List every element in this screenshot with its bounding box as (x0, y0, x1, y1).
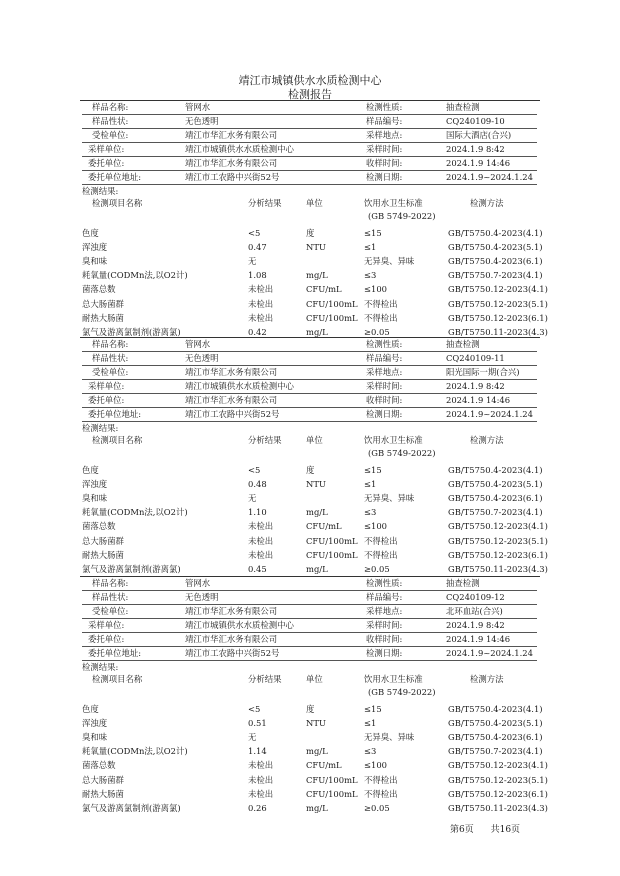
label-test-date: 检测日期: (366, 648, 403, 658)
row-unit: CFU/100mL (306, 549, 358, 560)
label-sampling-unit: 采样单位: (88, 381, 125, 391)
results-label: 检测结果: (82, 423, 119, 433)
label-received-time: 收样时间: (366, 395, 403, 405)
row-result: 未检出 (248, 284, 274, 295)
label-sampling-site: 采样地点: (366, 130, 403, 140)
row-standard: 不得检出 (364, 549, 398, 560)
row-method: GB/T5750.12-2023(4.1) (448, 284, 548, 295)
label-sample-name: 样品名称: (92, 339, 129, 349)
row-result: 未检出 (248, 521, 274, 532)
divider-line (82, 128, 537, 129)
row-method: GB/T5750.4-2023(5.1) (448, 242, 543, 253)
results-label: 检测结果: (82, 662, 119, 672)
sampling-time-value: 2024.1.9 8:42 (446, 144, 505, 154)
col-header-std: 饮用水卫生标准 (364, 674, 423, 684)
label-sample-name: 样品名称: (92, 102, 129, 112)
row-unit: CFU/100mL (306, 788, 358, 799)
row-item: 菌落总数 (82, 760, 116, 771)
label-sample-nature: 样品性状: (92, 353, 129, 363)
client-unit-value: 靖江市华汇水务有限公司 (185, 367, 278, 377)
row-unit: NTU (306, 479, 326, 490)
row-unit: mg/L (306, 326, 328, 337)
row-item: 总大肠菌群 (82, 535, 124, 546)
row-standard: ≤100 (364, 284, 388, 295)
label-received-time: 收样时间: (366, 158, 403, 168)
row-method: GB/T5750.11-2023(4.3) (448, 802, 548, 813)
label-commission-unit: 委托单位: (88, 634, 125, 644)
label-sample-nature: 样品性状: (92, 116, 129, 126)
col-header-std-sub: (GB 5749-2022) (368, 448, 436, 458)
row-item: 菌落总数 (82, 521, 116, 532)
row-standard: ≤3 (364, 507, 377, 518)
test-date-value: 2024.1.9~2024.1.24 (446, 648, 533, 658)
row-method: GB/T5750.4-2023(4.1) (448, 704, 543, 714)
row-item: 浑浊度 (82, 242, 108, 253)
label-sampling-unit: 采样单位: (88, 144, 125, 154)
col-header-unit: 单位 (306, 435, 323, 445)
sample-no-value: CQ240109-12 (446, 592, 505, 602)
row-item: 浑浊度 (82, 718, 108, 729)
sample-name-value: 管网水 (185, 578, 211, 588)
sample-name-value: 管网水 (185, 339, 211, 349)
row-result: <5 (248, 228, 261, 238)
col-header-item: 检测项目名称 (92, 435, 143, 445)
row-item: 氯气及游离氯制剂(游离氯) (82, 802, 181, 813)
row-result: 无 (248, 256, 257, 267)
divider-line (82, 379, 537, 380)
row-item: 臭和味 (82, 732, 108, 743)
divider-line (82, 351, 537, 352)
row-unit: CFU/mL (306, 284, 342, 295)
label-commission-unit: 委托单位: (88, 395, 125, 405)
row-standard: 无异臭、异味 (364, 256, 415, 267)
label-commission-unit: 委托单位: (88, 158, 125, 168)
client-unit-value: 靖江市华汇水务有限公司 (185, 130, 278, 140)
divider-line (82, 618, 537, 619)
sampling-unit-value: 靖江市城镇供水水质检测中心 (185, 620, 294, 630)
row-unit: CFU/100mL (306, 535, 358, 546)
row-unit: mg/L (306, 563, 328, 574)
row-result: 1.10 (248, 507, 267, 518)
divider-line (82, 184, 537, 185)
row-result: 未检出 (248, 774, 274, 785)
row-unit: mg/L (306, 270, 328, 281)
col-header-std: 饮用水卫生标准 (364, 198, 423, 208)
row-standard: ≤1 (364, 479, 377, 490)
row-unit: mg/L (306, 746, 328, 757)
test-nature-value: 抽查检测 (446, 102, 480, 112)
sample-nature-value: 无色透明 (185, 353, 219, 363)
col-header-item: 检测项目名称 (92, 198, 143, 208)
row-unit: NTU (306, 242, 326, 253)
row-unit: mg/L (306, 802, 328, 813)
row-standard: ≤1 (364, 242, 377, 253)
received-time-value: 2024.1.9 14:46 (446, 634, 511, 644)
divider-line (80, 337, 540, 338)
sample-block (0, 100, 620, 347)
label-sampling-site: 采样地点: (366, 606, 403, 616)
sample-block (0, 337, 620, 584)
row-method: GB/T5750.7-2023(4.1) (448, 746, 543, 757)
col-header-std-sub: (GB 5749-2022) (368, 211, 436, 221)
col-header-item: 检测项目名称 (92, 674, 143, 684)
label-sample-name: 样品名称: (92, 578, 129, 588)
label-sampling-unit: 采样单位: (88, 620, 125, 630)
row-item: 耗氧量(CODMn法,以O2计) (82, 507, 188, 518)
row-unit: mg/L (306, 507, 328, 518)
row-result: <5 (248, 465, 261, 475)
row-item: 耐热大肠菌 (82, 312, 124, 323)
col-header-result: 分析结果 (248, 198, 282, 208)
divider-line (82, 156, 537, 157)
row-method: GB/T5750.4-2023(5.1) (448, 479, 543, 490)
row-item: 耐热大肠菌 (82, 549, 124, 560)
sample-block (0, 576, 620, 823)
row-method: GB/T5750.12-2023(4.1) (448, 521, 548, 532)
row-method: GB/T5750.12-2023(6.1) (448, 549, 548, 560)
sample-name-value: 管网水 (185, 102, 211, 112)
row-unit: CFU/mL (306, 760, 342, 771)
row-standard: ≤1 (364, 718, 377, 729)
row-result: 无 (248, 493, 257, 504)
commission-address-value: 靖江市工农路中兴街52号 (185, 172, 280, 182)
label-sample-nature: 样品性状: (92, 592, 129, 602)
col-header-std: 饮用水卫生标准 (364, 435, 423, 445)
test-nature-value: 抽查检测 (446, 578, 480, 588)
row-item: 菌落总数 (82, 284, 116, 295)
row-method: GB/T5750.12-2023(5.1) (448, 535, 548, 546)
col-header-unit: 单位 (306, 198, 323, 208)
row-result: 0.42 (248, 326, 267, 337)
row-standard: ≤100 (364, 760, 388, 771)
sampling-time-value: 2024.1.9 8:42 (446, 381, 505, 391)
row-item: 总大肠菌群 (82, 298, 124, 309)
row-unit: 度 (306, 228, 315, 238)
row-standard: ≥0.05 (364, 326, 390, 337)
divider-line (82, 170, 537, 171)
row-item: 浑浊度 (82, 479, 108, 490)
row-result: 未检出 (248, 535, 274, 546)
sampling-unit-value: 靖江市城镇供水水质检测中心 (185, 144, 294, 154)
row-unit: CFU/100mL (306, 312, 358, 323)
row-result: 0.45 (248, 563, 267, 574)
client-unit-value: 靖江市华汇水务有限公司 (185, 606, 278, 616)
sampling-site-value: 北环血站(合兴) (446, 606, 503, 616)
row-result: 0.48 (248, 479, 267, 490)
sample-nature-value: 无色透明 (185, 116, 219, 126)
label-sampling-site: 采样地点: (366, 367, 403, 377)
row-result: 未检出 (248, 760, 274, 771)
col-header-result: 分析结果 (248, 435, 282, 445)
row-result: 0.26 (248, 802, 267, 813)
row-result: 未检出 (248, 549, 274, 560)
test-date-value: 2024.1.9~2024.1.24 (446, 172, 533, 182)
row-result: 1.14 (248, 746, 267, 757)
divider-line (80, 576, 540, 577)
commission-unit-value: 靖江市华汇水务有限公司 (185, 634, 278, 644)
row-standard: ≤100 (364, 521, 388, 532)
divider-line (82, 114, 537, 115)
row-standard: ≥0.05 (364, 563, 390, 574)
divider-line (82, 365, 537, 366)
divider-line (82, 590, 537, 591)
row-standard: 无异臭、异味 (364, 493, 415, 504)
row-unit: CFU/100mL (306, 298, 358, 309)
row-item: 臭和味 (82, 493, 108, 504)
page-total: 共16页 (490, 825, 521, 835)
label-test-date: 检测日期: (366, 409, 403, 419)
row-method: GB/T5750.12-2023(6.1) (448, 788, 548, 799)
divider-line (80, 100, 540, 101)
row-standard: ≤3 (364, 746, 377, 757)
divider-line (82, 632, 537, 633)
row-item: 臭和味 (82, 256, 108, 267)
row-result: 1.08 (248, 270, 267, 281)
row-result: 0.51 (248, 718, 267, 729)
col-header-method: 检测方法 (470, 674, 504, 684)
row-item: 总大肠菌群 (82, 774, 124, 785)
row-unit: NTU (306, 718, 326, 729)
row-standard: 不得检出 (364, 774, 398, 785)
row-unit: CFU/mL (306, 521, 342, 532)
row-item: 色度 (82, 704, 99, 714)
row-result: 0.47 (248, 242, 267, 253)
divider-line (82, 407, 537, 408)
row-method: GB/T5750.4-2023(4.1) (448, 228, 543, 238)
row-method: GB/T5750.4-2023(6.1) (448, 732, 543, 743)
row-standard: ≤15 (364, 465, 382, 475)
report-center-title: 靖江市城镇供水水质检测中心 (238, 74, 382, 87)
row-item: 耗氧量(CODMn法,以O2计) (82, 270, 188, 281)
row-item: 耗氧量(CODMn法,以O2计) (82, 746, 188, 757)
label-test-nature: 检测性质: (366, 339, 403, 349)
label-commission-address: 委托单位地址: (88, 409, 142, 419)
row-result: 未检出 (248, 788, 274, 799)
col-header-std-sub: (GB 5749-2022) (368, 687, 436, 697)
row-standard: 不得检出 (364, 312, 398, 323)
divider-line (82, 604, 537, 605)
row-standard: 不得检出 (364, 298, 398, 309)
divider-line (82, 660, 537, 661)
received-time-value: 2024.1.9 14:46 (446, 158, 511, 168)
sample-no-value: CQ240109-10 (446, 116, 505, 126)
label-test-date: 检测日期: (366, 172, 403, 182)
results-label: 检测结果: (82, 186, 119, 196)
test-nature-value: 抽查检测 (446, 339, 480, 349)
row-method: GB/T5750.4-2023(5.1) (448, 718, 543, 729)
label-commission-address: 委托单位地址: (88, 648, 142, 658)
row-unit: 度 (306, 465, 315, 475)
row-result: 未检出 (248, 312, 274, 323)
row-result: 无 (248, 732, 257, 743)
label-sample-no: 样品编号: (366, 353, 403, 363)
row-method: GB/T5750.11-2023(4.3) (448, 326, 548, 337)
label-test-nature: 检测性质: (366, 102, 403, 112)
row-item: 氯气及游离氯制剂(游离氯) (82, 326, 181, 337)
label-sampling-time: 采样时间: (366, 620, 403, 630)
col-header-method: 检测方法 (470, 435, 504, 445)
divider-line (82, 646, 537, 647)
test-date-value: 2024.1.9~2024.1.24 (446, 409, 533, 419)
sample-nature-value: 无色透明 (185, 592, 219, 602)
divider-line (82, 421, 537, 422)
row-standard: ≤15 (364, 228, 382, 238)
row-method: GB/T5750.4-2023(6.1) (448, 256, 543, 267)
label-client-unit: 受检单位: (92, 130, 129, 140)
row-method: GB/T5750.7-2023(4.1) (448, 507, 543, 518)
report-title: 检测报告 (288, 88, 332, 101)
page-footer (450, 822, 534, 835)
row-unit: 度 (306, 704, 315, 714)
commission-address-value: 靖江市工农路中兴街52号 (185, 409, 280, 419)
row-unit: CFU/100mL (306, 774, 358, 785)
row-standard: 不得检出 (364, 788, 398, 799)
row-item: 色度 (82, 228, 99, 238)
col-header-method: 检测方法 (470, 198, 504, 208)
sampling-site-value: 阳光国际一期(合兴) (446, 367, 520, 377)
row-standard: ≤15 (364, 704, 382, 714)
sampling-time-value: 2024.1.9 8:42 (446, 620, 505, 630)
sample-no-value: CQ240109-11 (446, 353, 505, 363)
row-method: GB/T5750.11-2023(4.3) (448, 563, 548, 574)
row-method: GB/T5750.12-2023(6.1) (448, 312, 548, 323)
sampling-unit-value: 靖江市城镇供水水质检测中心 (185, 381, 294, 391)
row-method: GB/T5750.7-2023(4.1) (448, 270, 543, 281)
row-result: <5 (248, 704, 261, 714)
label-sampling-time: 采样时间: (366, 381, 403, 391)
row-item: 耐热大肠菌 (82, 788, 124, 799)
row-item: 色度 (82, 465, 99, 475)
commission-unit-value: 靖江市华汇水务有限公司 (185, 158, 278, 168)
row-method: GB/T5750.4-2023(6.1) (448, 493, 543, 504)
sampling-site-value: 国际大酒店(合兴) (446, 130, 512, 140)
label-sample-no: 样品编号: (366, 592, 403, 602)
commission-address-value: 靖江市工农路中兴街52号 (185, 648, 280, 658)
col-header-unit: 单位 (306, 674, 323, 684)
commission-unit-value: 靖江市华汇水务有限公司 (185, 395, 278, 405)
label-client-unit: 受检单位: (92, 606, 129, 616)
row-method: GB/T5750.12-2023(5.1) (448, 298, 548, 309)
label-client-unit: 受检单位: (92, 367, 129, 377)
row-method: GB/T5750.12-2023(5.1) (448, 774, 548, 785)
page-number: 第6页 (450, 825, 474, 835)
row-method: GB/T5750.12-2023(4.1) (448, 760, 548, 771)
col-header-result: 分析结果 (248, 674, 282, 684)
row-result: 未检出 (248, 298, 274, 309)
divider-line (82, 393, 537, 394)
label-sampling-time: 采样时间: (366, 144, 403, 154)
divider-line (82, 142, 537, 143)
label-commission-address: 委托单位地址: (88, 172, 142, 182)
received-time-value: 2024.1.9 14:46 (446, 395, 511, 405)
label-sample-no: 样品编号: (366, 116, 403, 126)
row-method: GB/T5750.4-2023(4.1) (448, 465, 543, 475)
row-standard: ≥0.05 (364, 802, 390, 813)
label-test-nature: 检测性质: (366, 578, 403, 588)
row-standard: 不得检出 (364, 535, 398, 546)
label-received-time: 收样时间: (366, 634, 403, 644)
row-standard: 无异臭、异味 (364, 732, 415, 743)
row-item: 氯气及游离氯制剂(游离氯) (82, 563, 181, 574)
row-standard: ≤3 (364, 270, 377, 281)
